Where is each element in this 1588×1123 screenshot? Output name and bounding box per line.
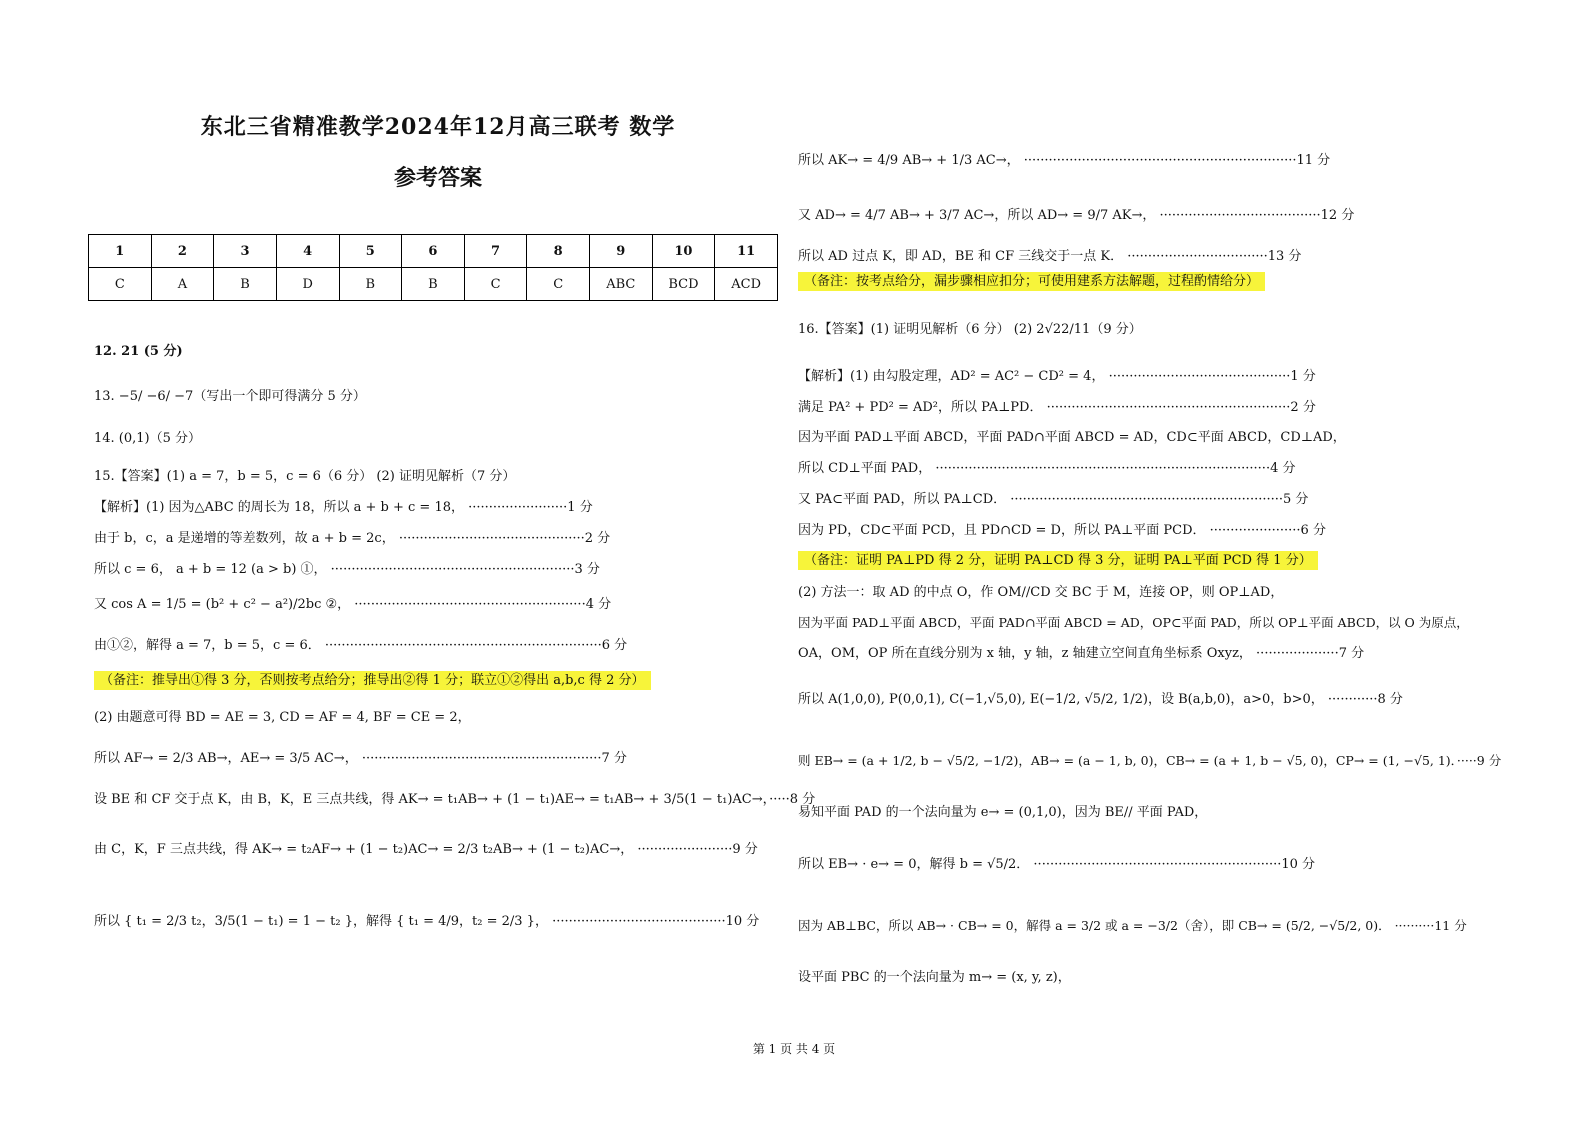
solution-line: 所以 c = 6， a + b = 12 (a > b) ①， ···························································3 分	[94, 562, 600, 577]
answer-line-14: 14. (0,1)（5 分）	[94, 431, 202, 446]
page-subtitle: 参考答案	[393, 165, 482, 191]
answer-table-answer-row	[89, 268, 778, 301]
scoring-note	[798, 273, 1265, 291]
question-number: 10	[652, 235, 715, 268]
solution-line: 所以 A(1,0,0), P(0,0,1), C(−1,√5,0), E(−1/2, √5/2, 1/2)，设 B(a,b,0)，a>0，b>0， ············8 分	[798, 692, 1403, 707]
solution-line: 由①②，解得 a = 7，b = 5，c = 6． ···································································6 分	[94, 638, 628, 653]
question-number: 3	[214, 235, 277, 268]
question-number: 2	[151, 235, 214, 268]
solution-line: 所以 CD⊥平面 PAD， ·················································································4 分	[798, 461, 1296, 476]
solution-line: (2) 方法一：取 AD 的中点 O，作 OM//CD 交 BC 于 M，连接 OP，则 OP⊥AD，	[798, 585, 1284, 600]
answer-cell: A	[151, 268, 214, 301]
answer-cell: D	[276, 268, 339, 301]
question-number: 9	[590, 235, 653, 268]
solution-line: 因为 AB⊥BC，所以 AB→ · CB→ = 0，解得 a = 3/2 或 a = −3/2（舍），即 CB→ = (5/2, −√5/2, 0)． ··········11 分	[798, 918, 1467, 933]
scoring-note	[798, 552, 1318, 570]
question-number: 1	[89, 235, 152, 268]
answer-line-13: 13. −5/ −6/ −7（写出一个即可得满分 5 分）	[94, 389, 366, 404]
answer-cell: ABC	[590, 268, 653, 301]
page-title: 东北三省精准教学2024年12月高三联考 数学	[200, 114, 676, 140]
question-number: 5	[339, 235, 402, 268]
solution-line: 因为平面 PAD⊥平面 ABCD，平面 PAD∩平面 ABCD = AD，CD⊂平面 ABCD，CD⊥AD，	[798, 430, 1346, 445]
scoring-note	[94, 672, 651, 690]
solution-line: 又 PA⊂平面 PAD，所以 PA⊥CD． ··································································5 分	[798, 492, 1309, 507]
highlight-note: （备注：证明 PA⊥PD 得 2 分，证明 PA⊥CD 得 3 分，证明 PA⊥平面 PCD 得 1 分）	[798, 551, 1318, 570]
answer-cell: C	[464, 268, 527, 301]
solution-line: 【解析】(1) 由勾股定理，AD² = AC² − CD² = 4， ············································1 分	[798, 369, 1316, 384]
answer-line-16-header: 16.【答案】(1) 证明见解析（6 分） (2) 2√22/11（9 分）	[798, 322, 1142, 337]
answer-table	[88, 234, 778, 301]
solution-line: 因为平面 PAD⊥平面 ABCD，平面 PAD∩平面 ABCD = AD，OP⊂平面 PAD，所以 OP⊥平面 ABCD，以 O 为原点，	[798, 615, 1469, 630]
answer-cell: B	[214, 268, 277, 301]
solution-line: 由于 b，c，a 是递增的等差数列，故 a + b = 2c， ·············································2 分	[94, 531, 611, 546]
solution-line: 由 C，K，F 三点共线，得 AK→ = t₂AF→ + (1 − t₂)AC→ = 2/3 t₂AB→ + (1 − t₂)AC→， ·······················9 分	[94, 842, 758, 857]
solution-line: 所以 AD 过点 K，即 AD，BE 和 CF 三线交于一点 K． ··································13 分	[798, 249, 1302, 264]
solution-line: (2) 由题意可得 BD = AE = 3, CD = AF = 4, BF = CE = 2，	[94, 710, 471, 725]
answer-cell: BCD	[652, 268, 715, 301]
question-number: 6	[402, 235, 465, 268]
solution-line: 因为 PD，CD⊂平面 PCD，且 PD∩CD = D，所以 PA⊥平面 PCD． ······················6 分	[798, 523, 1326, 538]
solution-line: 【解析】(1) 因为△ABC 的周长为 18，所以 a + b + c = 18， ························1 分	[94, 500, 593, 515]
solution-line: 所以 AF→ = 2/3 AB→，AE→ = 3/5 AC→， ··························································7 分	[94, 751, 627, 766]
solution-line: OA，OM，OP 所在直线分别为 x 轴，y 轴，z 轴建立空间直角坐标系 Oxyz， ····················7 分	[798, 646, 1365, 661]
answer-line-12: 12. 21 (5 分)	[94, 344, 183, 359]
answer-cell: B	[339, 268, 402, 301]
solution-line: 所以 { t₁ = 2/3 t₂，3/5(1 − t₁) = 1 − t₂ }，解得 { t₁ = 4/9，t₂ = 2/3 }， ··········································10 分	[94, 914, 760, 929]
solution-line: 设 BE 和 CF 交于点 K，由 B，K，E 三点共线，得 AK→ = t₁AB→ + (1 − t₁)AE→ = t₁AB→ + 3/5(1 − t₁)AC→，·····8 分	[94, 792, 816, 807]
question-number: 11	[715, 235, 778, 268]
solution-line: 则 EB→ = (a + 1/2, b − √5/2, −1/2)，AB→ = (a − 1, b, 0)，CB→ = (a + 1, b − √5, 0)，CP→ = (1, −√5, 1)．·····9 分	[798, 753, 1502, 768]
page-footer: 第 1 页 共 4 页	[752, 1042, 836, 1056]
solution-line: 所以 EB→ · e→ = 0，解得 b = √5/2． ····························································10 分	[798, 857, 1316, 872]
answer-cell: C	[89, 268, 152, 301]
highlight-note: （备注：推导出①得 3 分，否则按考点给分；推导出②得 1 分；联立①②得出 a,b,c 得 2 分）	[94, 671, 651, 690]
answer-table-header-row	[89, 235, 778, 268]
answer-cell: C	[527, 268, 590, 301]
solution-line: 又 AD→ = 4/7 AB→ + 3/7 AC→，所以 AD→ = 9/7 AK→， ·······································12 分	[798, 208, 1355, 223]
solution-line: 满足 PA² + PD² = AD²，所以 PA⊥PD． ···························································2 分	[798, 400, 1316, 415]
question-number: 8	[527, 235, 590, 268]
solution-line: 又 cos A = 1/5 = (b² + c² − a²)/2bc ②， ························································4 分	[94, 597, 612, 612]
left-column	[88, 110, 788, 301]
solution-line: 易知平面 PAD 的一个法向量为 e→ = (0,1,0)，因为 BE// 平面 PAD，	[798, 805, 1208, 820]
answer-cell: ACD	[715, 268, 778, 301]
solution-line: 所以 AK→ = 4/9 AB→ + 1/3 AC→， ··································································11 分	[798, 153, 1331, 168]
answer-cell: B	[402, 268, 465, 301]
question-number: 4	[276, 235, 339, 268]
solution-line: 设平面 PBC 的一个法向量为 m→ = (x, y, z)，	[798, 970, 1071, 985]
highlight-note: （备注：按考点给分，漏步骤相应扣分；可使用建系方法解题，过程酌情给分）	[798, 272, 1265, 291]
question-number: 7	[464, 235, 527, 268]
answer-line-15-header: 15.【答案】(1) a = 7，b = 5，c = 6（6 分） (2) 证明见解析（7 分）	[94, 469, 516, 484]
